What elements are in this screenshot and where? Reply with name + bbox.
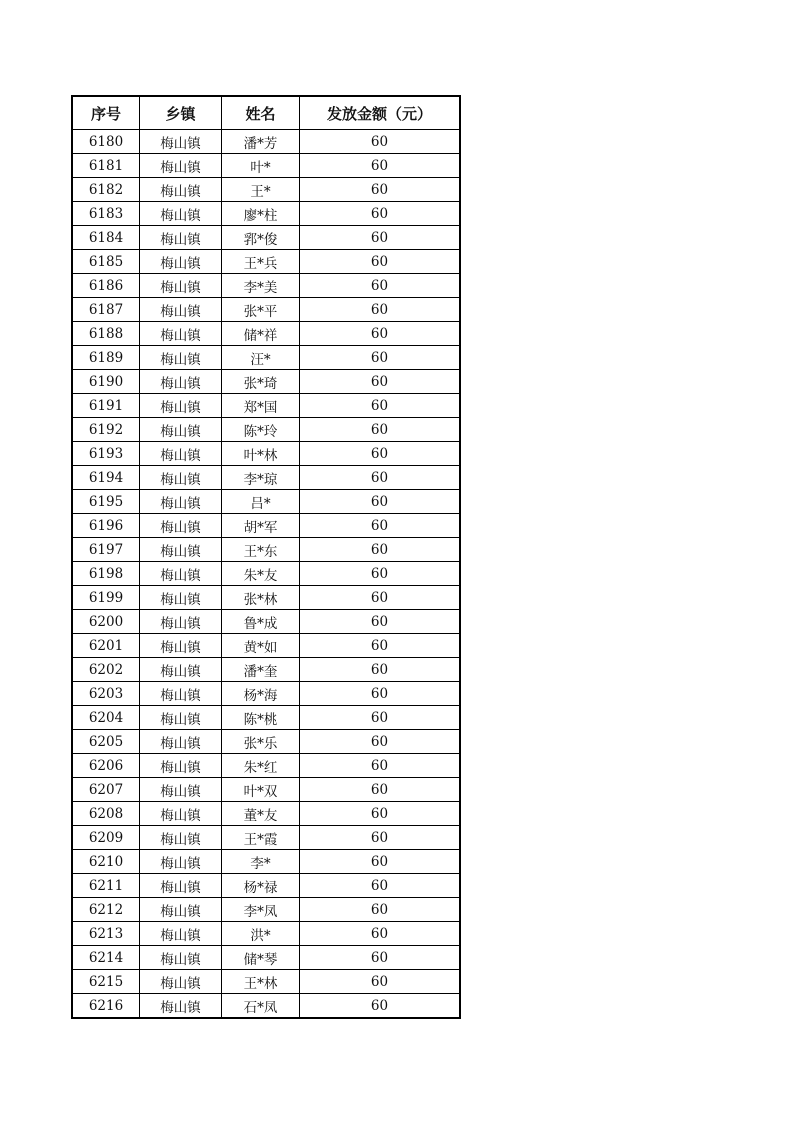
cell-amount: 60 [300,730,460,754]
cell-name: 张*乐 [222,730,300,754]
cell-town: 梅山镇 [140,802,222,826]
table-row [73,346,460,370]
header-town: 乡镇 [140,97,222,130]
table-header [73,97,460,130]
cell-amount: 60 [300,658,460,682]
header-serial: 序号 [73,97,140,130]
cell-town: 梅山镇 [140,130,222,154]
cell-serial: 6188 [73,322,140,346]
cell-amount: 60 [300,706,460,730]
cell-serial: 6195 [73,490,140,514]
cell-town: 梅山镇 [140,490,222,514]
table-body [73,130,460,1018]
cell-serial: 6185 [73,250,140,274]
cell-town: 梅山镇 [140,394,222,418]
cell-serial: 6216 [73,994,140,1018]
cell-serial: 6182 [73,178,140,202]
header-name: 姓名 [222,97,300,130]
table-row [73,658,460,682]
table-row [73,586,460,610]
cell-town: 梅山镇 [140,754,222,778]
cell-name: 郑*国 [222,394,300,418]
cell-name: 郛*俊 [222,226,300,250]
table-row [73,562,460,586]
cell-town: 梅山镇 [140,442,222,466]
cell-name: 陈*玲 [222,418,300,442]
cell-name: 叶*双 [222,778,300,802]
cell-amount: 60 [300,178,460,202]
cell-town: 梅山镇 [140,154,222,178]
cell-name: 王*林 [222,970,300,994]
cell-town: 梅山镇 [140,514,222,538]
cell-name: 李* [222,850,300,874]
table-row [73,322,460,346]
cell-amount: 60 [300,562,460,586]
cell-serial: 6192 [73,418,140,442]
table-row [73,970,460,994]
cell-name: 朱*友 [222,562,300,586]
cell-amount: 60 [300,922,460,946]
cell-serial: 6207 [73,778,140,802]
cell-town: 梅山镇 [140,898,222,922]
cell-name: 王*霞 [222,826,300,850]
cell-name: 张*平 [222,298,300,322]
cell-name: 杨*禄 [222,874,300,898]
cell-town: 梅山镇 [140,994,222,1018]
table-row [73,634,460,658]
cell-name: 汪* [222,346,300,370]
cell-town: 梅山镇 [140,562,222,586]
cell-serial: 6186 [73,274,140,298]
cell-amount: 60 [300,466,460,490]
cell-serial: 6209 [73,826,140,850]
cell-amount: 60 [300,898,460,922]
cell-serial: 6190 [73,370,140,394]
cell-town: 梅山镇 [140,706,222,730]
cell-amount: 60 [300,298,460,322]
cell-serial: 6210 [73,850,140,874]
table-row [73,730,460,754]
table-row [73,778,460,802]
table-row [73,754,460,778]
table-row [73,226,460,250]
cell-serial: 6193 [73,442,140,466]
cell-amount: 60 [300,514,460,538]
cell-serial: 6194 [73,466,140,490]
cell-name: 胡*军 [222,514,300,538]
table-row [73,946,460,970]
cell-amount: 60 [300,682,460,706]
cell-serial: 6213 [73,922,140,946]
table-row [73,682,460,706]
cell-name: 潘*芳 [222,130,300,154]
cell-town: 梅山镇 [140,778,222,802]
cell-name: 潘*奎 [222,658,300,682]
cell-serial: 6205 [73,730,140,754]
table-row [73,178,460,202]
table-row [73,610,460,634]
cell-name: 廖*柱 [222,202,300,226]
cell-amount: 60 [300,250,460,274]
cell-serial: 6204 [73,706,140,730]
cell-serial: 6211 [73,874,140,898]
cell-serial: 6181 [73,154,140,178]
table-row [73,898,460,922]
cell-town: 梅山镇 [140,826,222,850]
cell-amount: 60 [300,274,460,298]
cell-serial: 6197 [73,538,140,562]
cell-serial: 6212 [73,898,140,922]
cell-town: 梅山镇 [140,634,222,658]
cell-name: 朱*红 [222,754,300,778]
cell-name: 王* [222,178,300,202]
table-row [73,802,460,826]
table-row [73,442,460,466]
cell-name: 董*友 [222,802,300,826]
cell-amount: 60 [300,778,460,802]
table-row [73,274,460,298]
cell-amount: 60 [300,346,460,370]
cell-serial: 6187 [73,298,140,322]
cell-serial: 6198 [73,562,140,586]
cell-serial: 6191 [73,394,140,418]
cell-name: 张*林 [222,586,300,610]
table-row [73,298,460,322]
cell-town: 梅山镇 [140,178,222,202]
cell-name: 李*美 [222,274,300,298]
cell-town: 梅山镇 [140,370,222,394]
cell-town: 梅山镇 [140,202,222,226]
cell-town: 梅山镇 [140,658,222,682]
cell-name: 王*兵 [222,250,300,274]
table-row [73,490,460,514]
cell-serial: 6180 [73,130,140,154]
cell-name: 石*凤 [222,994,300,1018]
cell-name: 叶*林 [222,442,300,466]
cell-amount: 60 [300,850,460,874]
cell-amount: 60 [300,538,460,562]
cell-amount: 60 [300,586,460,610]
cell-amount: 60 [300,418,460,442]
payout-table [72,96,460,1018]
table-row [73,514,460,538]
cell-town: 梅山镇 [140,946,222,970]
cell-amount: 60 [300,826,460,850]
cell-name: 吕* [222,490,300,514]
table-row [73,922,460,946]
cell-name: 李*凤 [222,898,300,922]
cell-name: 陈*桃 [222,706,300,730]
cell-town: 梅山镇 [140,322,222,346]
cell-amount: 60 [300,874,460,898]
cell-amount: 60 [300,634,460,658]
cell-town: 梅山镇 [140,922,222,946]
cell-serial: 6208 [73,802,140,826]
cell-town: 梅山镇 [140,730,222,754]
table-row [73,826,460,850]
cell-serial: 6196 [73,514,140,538]
table-row [73,370,460,394]
cell-serial: 6189 [73,346,140,370]
cell-serial: 6214 [73,946,140,970]
cell-serial: 6206 [73,754,140,778]
table-row [73,394,460,418]
table-row [73,994,460,1018]
table-row [73,874,460,898]
cell-serial: 6199 [73,586,140,610]
cell-serial: 6184 [73,226,140,250]
table-row [73,202,460,226]
cell-town: 梅山镇 [140,970,222,994]
table-row [73,130,460,154]
cell-town: 梅山镇 [140,298,222,322]
cell-name: 杨*海 [222,682,300,706]
cell-town: 梅山镇 [140,250,222,274]
table-row [73,466,460,490]
table-row [73,538,460,562]
cell-serial: 6200 [73,610,140,634]
cell-amount: 60 [300,802,460,826]
cell-name: 黄*如 [222,634,300,658]
cell-name: 鲁*成 [222,610,300,634]
header-row [73,97,460,130]
table-row [73,250,460,274]
cell-amount: 60 [300,442,460,466]
cell-amount: 60 [300,226,460,250]
cell-amount: 60 [300,946,460,970]
cell-name: 储*祥 [222,322,300,346]
cell-town: 梅山镇 [140,682,222,706]
cell-amount: 60 [300,130,460,154]
cell-town: 梅山镇 [140,226,222,250]
cell-town: 梅山镇 [140,418,222,442]
cell-amount: 60 [300,394,460,418]
cell-name: 王*东 [222,538,300,562]
cell-town: 梅山镇 [140,874,222,898]
table-row [73,154,460,178]
cell-town: 梅山镇 [140,346,222,370]
cell-name: 储*琴 [222,946,300,970]
table-row [73,706,460,730]
cell-amount: 60 [300,370,460,394]
cell-serial: 6183 [73,202,140,226]
cell-serial: 6201 [73,634,140,658]
cell-amount: 60 [300,610,460,634]
cell-town: 梅山镇 [140,466,222,490]
cell-town: 梅山镇 [140,850,222,874]
header-amount: 发放金额（元） [300,97,460,130]
cell-serial: 6203 [73,682,140,706]
table-row [73,418,460,442]
cell-amount: 60 [300,754,460,778]
cell-amount: 60 [300,202,460,226]
cell-serial: 6215 [73,970,140,994]
cell-amount: 60 [300,490,460,514]
cell-town: 梅山镇 [140,610,222,634]
cell-name: 洪* [222,922,300,946]
cell-name: 李*琼 [222,466,300,490]
cell-amount: 60 [300,970,460,994]
cell-serial: 6202 [73,658,140,682]
table-row [73,850,460,874]
cell-town: 梅山镇 [140,538,222,562]
cell-amount: 60 [300,322,460,346]
cell-town: 梅山镇 [140,274,222,298]
cell-name: 叶* [222,154,300,178]
cell-town: 梅山镇 [140,586,222,610]
cell-name: 张*琦 [222,370,300,394]
cell-amount: 60 [300,154,460,178]
cell-amount: 60 [300,994,460,1018]
